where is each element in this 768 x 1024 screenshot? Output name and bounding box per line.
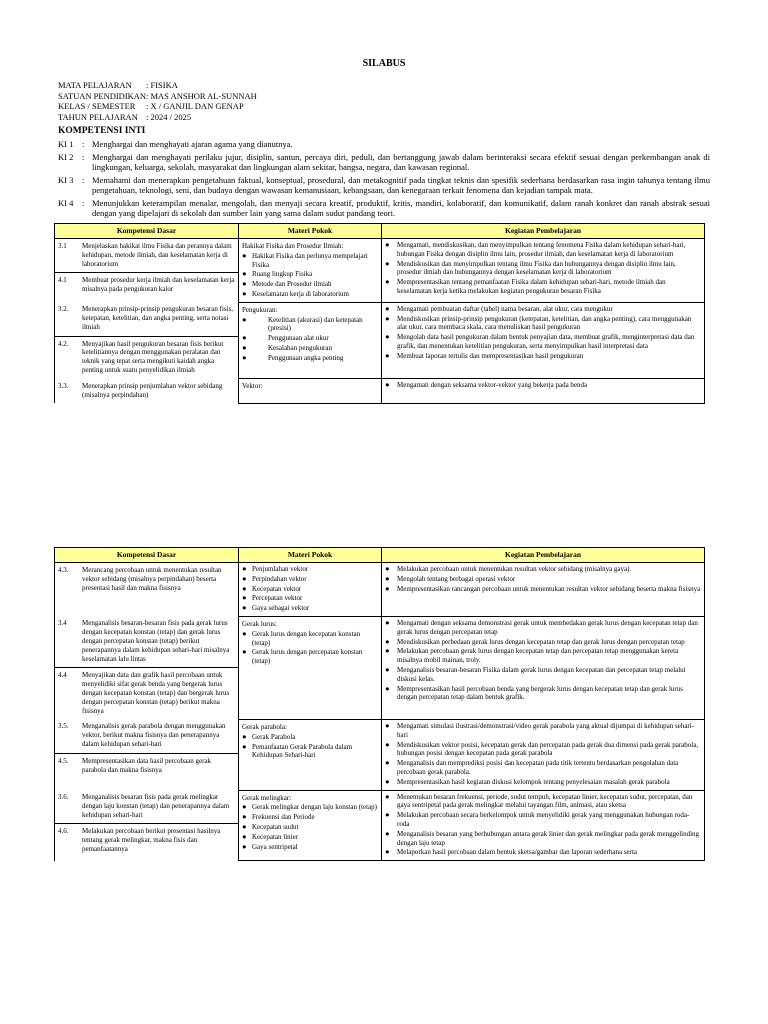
mp-title: Gerak melingkar:: [242, 793, 292, 802]
meta-school: SATUAN PENDIDIKAN: MAS ANSHOR AL-SUNNAH: [58, 90, 257, 101]
bullet-icon: ●: [242, 741, 247, 751]
kp-item: [385, 793, 701, 811]
kd-code: 3.6.: [58, 793, 69, 802]
kp-item-text: Menganalisis dan memprediksi posisi dan kecepatan pada titik tertentu berdasarkan pengolahan data percobaan gerak parabola.: [397, 759, 679, 776]
ki-item: KI 3 : Memahami dan menerapkan pengetahuan faktual, konseptual, prosedural, dan metakognitif pada tingkat teknis dan spesifik sederhana berdasarkan rasa ingin tahunya tentang ilmu pengetahuan, teknologi, seni, dan budaya dengan wawasan kemanusiaan, kebangsaan, dan kenegaraan terkait fenomena dan kejadian tampak mata.: [58, 174, 710, 195]
mp-cell: [239, 239, 382, 303]
kp-item-text: Menganalisis besaran yang berhubungan antara gerak linier dan gerak melingkar pada gerak menggelinding dengan laju tetap: [397, 829, 700, 847]
mp-item-text: Penggunaan alat ukur: [268, 334, 329, 343]
kd-code: 3.2.: [58, 305, 69, 314]
mp-item-text: Kecepatan sudut: [252, 822, 299, 831]
bullet-icon: ●: [385, 313, 390, 323]
bullet-icon: ●: [385, 683, 390, 693]
bullet-icon: ●: [385, 664, 390, 674]
bullet-icon: ●: [242, 279, 247, 289]
kp-cell: [382, 563, 705, 617]
kp-cell: [382, 239, 705, 303]
mp-item: [242, 743, 378, 761]
mp-title: Vektor:: [242, 382, 263, 391]
mp-item-text: Pemanfaatan Gerak Parabola dalam Kehidupan Sehari-hari: [252, 742, 353, 760]
kp-list: [385, 305, 701, 361]
bullet-icon: ●: [242, 250, 247, 260]
mp-item: [242, 252, 378, 270]
mp-item-text: Gerak lurus dengan percepatan konstan (tetap): [252, 648, 363, 666]
kp-list: [385, 722, 701, 787]
bullet-icon: ●: [242, 288, 247, 298]
bullet-icon: ●: [385, 739, 390, 749]
mp-cell: [239, 790, 382, 861]
mp-item-text: Metode dan Prosedur ilmiah: [252, 280, 332, 289]
bullet-icon: ●: [242, 333, 247, 343]
kp-item: [385, 241, 701, 259]
kp-cell: [382, 616, 705, 719]
mp-item: [242, 823, 378, 832]
kp-item-text: Mengamati, mendiskusikan, dan menyimpulkan tentang fenomena Fisika dalam kehidupan sehari-hari, hubungan Fisika dengan disiplin ilmu lain, prosedur ilmiah, dan keselamatan kerja di laboratorium: [397, 241, 686, 258]
header-kompetensi-dasar: Kompetensi Dasar: [55, 224, 239, 239]
bullet-icon: ●: [385, 583, 390, 593]
kd-text: Mempresentasikan data hasil percobaan gerak parabola dan makna fisisnya: [82, 756, 212, 774]
bullet-icon: ●: [385, 564, 390, 573]
bullet-icon: ●: [385, 646, 390, 656]
mp-item: [242, 344, 378, 353]
kd-text: Menyajikan hasil pengukuran besaran fisis berikut ketelitiannya dengan menggunakan peralatan dan teknik yang tepat serta mengikuti kaidah angka penting untuk suatu penyelidikan ilmiah: [82, 339, 224, 375]
bullet-icon: ●: [242, 593, 247, 603]
kp-item: [385, 778, 701, 787]
kp-item: [385, 638, 701, 647]
kp-item: [385, 333, 701, 351]
bullet-icon: ●: [242, 647, 247, 657]
kp-item-text: Mendiskusikan perbedaan gerak lurus dengan kecepatan tetap dan gerak lurus dengan percepatan tetap: [397, 637, 685, 646]
mp-item: [242, 334, 378, 343]
bullet-icon: ●: [385, 636, 390, 646]
kp-item: [385, 585, 701, 594]
ki-item: KI 4 : Menunjukkan keterampilan menalar, mengolah, dan menyaji secara kreatif, produktif, kritis, mandiri, kolaboratif, dan komunikatif, dalam ranah konkret dan ranah abstrak sesuai dengan yang dipelajari di sekolah dan sumber lain yang sama dalam sudut pandang teori.: [58, 197, 710, 218]
kd-text: Menganalisis besaran fisis pada gerak melingkar dengan laju konstan (tetap) dan penerapannya dalam kehidupan sehari-hari: [82, 793, 230, 819]
bullet-icon: ●: [385, 828, 390, 838]
kd-code: 3.3.: [58, 381, 69, 390]
kp-item-text: Melakukan percobaan gerak lurus dengan kecepatan tetap dan percepatan tetap menggunakan kereta misalnya mobil mainan, troly.: [397, 647, 679, 665]
header-kompetensi-dasar: Kompetensi Dasar: [55, 548, 239, 563]
mp-cell: [239, 302, 382, 379]
kp-cell: [382, 379, 705, 404]
kd-item: [55, 719, 238, 752]
bullet-icon: ●: [242, 802, 247, 812]
kp-item: [385, 741, 701, 759]
mp-item: [242, 648, 378, 666]
kp-item-text: Mengolah tentang berbagai operasi vektor: [397, 574, 516, 583]
header-kegiatan-pembelajaran: Kegiatan Pembelajaran: [382, 224, 705, 239]
bullet-icon: ●: [242, 352, 247, 362]
table-row: [55, 616, 705, 719]
bullet-icon: ●: [242, 821, 247, 831]
bullet-icon: ●: [242, 628, 247, 638]
kp-list: [385, 241, 701, 296]
mp-item: [242, 585, 378, 594]
mp-item-text: Frekuensi dan Periode: [252, 813, 315, 822]
kd-text: Menganalisis besaran-besaran fisis pada gerak lurus dengan kecepatan konstan (tetap) dan gerak lurus dengan percepatan konstan (tetap) berikut penerapannya dalam kehidupan sehari-hari misalnya keselamatan lalu lintas: [82, 619, 230, 663]
kp-item-text: Mengamati simulasi ilustrasi/demonstrasi/video gerak parabola yang aktual dijumpai di kehidupan sehari-hari: [397, 721, 695, 739]
kd-text: Menganalisis gerak parabola dengan menggunakan vektor, berikut makna fisisnya dan penerapannya dalam kehidupan sehari-hari: [82, 722, 226, 749]
mp-item: [242, 813, 378, 822]
kp-item: [385, 278, 701, 296]
table-row: [55, 719, 705, 790]
kp-item: [385, 260, 701, 278]
mp-item-text: Kesalahan pengukuran: [268, 343, 332, 352]
kd-cell: [55, 379, 239, 404]
mp-title: Gerak lurus:: [242, 619, 277, 628]
mp-item: [242, 280, 378, 289]
page-title: SILABUS: [362, 58, 406, 69]
mp-item-text: Penggunaan angka penting: [268, 353, 344, 362]
kp-item: [385, 352, 701, 361]
kd-code: 4.5.: [58, 756, 69, 765]
kd-cell: [55, 239, 239, 303]
kp-item-text: Mempresentasikan rancangan percobaan untuk menentukan resultan vektor sebidang beserta makna fisisnya: [397, 584, 701, 593]
kp-item-text: Mengolah data hasil pengukuran dalam bentuk penyajian data, membuat grafik, menginterpretasi data dan grafik, dan menentukan ketelitian pengukuran, serta menyimpulkan hasil interpretasi data: [397, 333, 695, 350]
mp-list: [242, 316, 378, 363]
kp-item: [385, 565, 701, 574]
kp-cell: [382, 719, 705, 790]
table-row: [55, 302, 705, 379]
mp-item: [242, 290, 378, 299]
mp-item: [242, 630, 378, 648]
kp-item: [385, 685, 701, 703]
bullet-icon: ●: [242, 583, 247, 593]
kp-item-text: Mengamati pembuatan daftar (tabel) nama besaran, alat ukur, cara mengukur: [397, 304, 613, 313]
kp-item: [385, 619, 701, 637]
mp-item-text: Penjumlahan vektor: [252, 565, 309, 573]
ki-list: [58, 139, 710, 221]
kd-cell: [55, 790, 239, 861]
bullet-icon: ●: [242, 564, 247, 573]
kp-item-text: Mempresentasikan hasil kegiatan diskusi kelompok tentang penyelesaian masalah gerak parabola: [397, 777, 670, 786]
mp-item-text: Gerak Parabola: [252, 732, 296, 741]
ki-heading: KOMPETENSI INTI: [58, 126, 146, 136]
kd-text: Merancang percobaan untuk menentukan resultan vektor sebidang (misalnya perpindahan) beserta presentasi hasil dan makna fisisnya: [82, 566, 222, 592]
kp-item-text: Mempresentasikan tentang pemanfaatan Fisika dalam kehidupan sehari-hari, metode ilmiah dan keselamatan kerja ketika melakukan kegiatan pengukuran besaran Fisika: [397, 278, 666, 295]
kp-list: [385, 565, 701, 593]
mp-list: [242, 252, 378, 299]
bullet-icon: ●: [385, 720, 390, 730]
bullet-icon: ●: [385, 758, 390, 768]
syllabus-table-1: [54, 223, 705, 404]
kp-item-text: Menganalisis besaran-besaran Fisika dalam gerak lurus dengan kecepatan dan percepatan tetap melalui diskusi kelas.: [397, 665, 686, 683]
bullet-icon: ●: [242, 314, 247, 324]
kd-cell: [55, 302, 239, 379]
kp-item-text: Membuat laporan tertulis dan mempresentasikan hasil pengukuran: [397, 351, 584, 360]
kp-item: [385, 811, 701, 829]
ki-item: KI 1 : Menghargai dan menghayati ajaran agama yang dianutnya.: [58, 139, 293, 149]
kd-item: [55, 379, 238, 404]
kd-item: [55, 753, 238, 779]
table-row: [55, 563, 705, 617]
bullet-icon: ●: [385, 277, 390, 287]
header-kegiatan-pembelajaran: Kegiatan Pembelajaran: [382, 548, 705, 563]
kp-item-text: Mendiskusikan dan menyimpulkan tentang ilmu Fisika dan hubungannya dengan disiplin ilmu lain, prosedur ilmiah dan hubungannya dengan keselamatan kerja di laboratorium: [397, 259, 676, 277]
bullet-icon: ●: [242, 831, 247, 841]
ki-item: KI 2 : Menghargai dan menghayati perilaku jujur, disiplin, santun, percaya diri, peduli, dan bertanggung jawab dalam berinteraksi secara efektif sesuai dengan perkembangan anak di lingkungan, keluarga, sekolah, masyarakat dan lingkungan alam sekitar, bangsa, negara, dan kawasan regional.: [58, 151, 710, 172]
mp-item-text: Kecepatan linier: [252, 832, 299, 841]
kd-item: [55, 336, 238, 379]
mp-item: [242, 604, 378, 613]
mp-list: [242, 565, 378, 613]
mp-item: [242, 316, 378, 334]
mp-title: Gerak parabola:: [242, 722, 287, 731]
bullet-icon: ●: [385, 380, 390, 390]
kd-text: Menjelaskan hakikat ilmu Fisika dan perannya dalam kehidupan, metode ilmiah, dan keselamatan kerja di laboratorium: [82, 242, 232, 268]
kd-code: 4.1: [58, 276, 67, 285]
kd-code: 3.4: [58, 619, 67, 628]
bullet-icon: ●: [242, 269, 247, 279]
kp-item-text: Mendiskusikan prinsip-prinsip pengukuran (ketepatan, ketelitian, dan angka penting), cara menggunakan alat ukur, cara membaca skala, cara menuliskan hasil pengukuran: [397, 314, 692, 332]
kp-cell: [382, 302, 705, 379]
bullet-icon: ●: [242, 812, 247, 822]
document-meta: [58, 80, 257, 122]
mp-item-text: Gaya sentripetal: [252, 842, 298, 851]
kp-item: [385, 759, 701, 777]
mp-item: [242, 575, 378, 584]
mp-item-text: Perpindahan vektor: [252, 574, 307, 583]
kp-item: [385, 647, 701, 665]
bullet-icon: ●: [385, 350, 390, 360]
kp-item-text: Mendiskusikan vektor posisi, kecepatan gerak dan percepatan pada gerak dua dimensi pada gerak parabola, hubungan posisi dengan kecepatan pada gerak parabola: [397, 740, 699, 758]
kp-item: [385, 575, 701, 584]
meta-year: TAHUN PELAJARAN : 2024 / 2025: [58, 111, 192, 122]
mp-item-text: Ketelitian (akurasi) dan ketepatan (presisi): [268, 315, 363, 333]
mp-list: [242, 803, 378, 851]
mp-cell: [239, 719, 382, 790]
kp-item: [385, 666, 701, 684]
kd-item: [55, 790, 238, 823]
kp-list: [385, 619, 701, 702]
bullet-icon: ●: [385, 258, 390, 268]
mp-item-text: Ruang lingkup Fisika: [252, 270, 313, 279]
kp-list: [385, 381, 701, 390]
kd-text: Melakukan percobaan berikut presentasi hasilnya tentang gerak melingkar, makna fisis dan pemanfaatannya: [82, 827, 221, 854]
kd-text: Menerapkan prinsip-prinsip pengukuran besaran fisis, ketepatan, ketelitian, dan angka penting, serta notasi ilmiah: [82, 305, 234, 331]
bullet-icon: ●: [242, 342, 247, 352]
kd-code: 4.3.: [58, 566, 69, 574]
mp-title: Hakikat Fisika dan Prosedur Ilmiah:: [242, 242, 344, 250]
mp-item: [242, 843, 378, 852]
table-row: [55, 379, 705, 404]
mp-item: [242, 733, 378, 742]
header-materi-pokok: Materi Pokok: [239, 224, 382, 239]
mp-item: [242, 354, 378, 363]
bullet-icon: ●: [385, 617, 390, 627]
header-materi-pokok: Materi Pokok: [239, 548, 382, 563]
mp-title: Pengukuran:: [242, 305, 278, 314]
kd-code: 3.5.: [58, 722, 69, 731]
meta-class: KELAS / SEMESTER : X / GANJIL DAN GENAP: [58, 101, 244, 111]
kd-item: [55, 616, 238, 667]
mp-cell: [239, 379, 382, 404]
bullet-icon: ●: [385, 303, 390, 313]
mp-item-text: Gerak lurus dengan kecepatan konstan (tetap): [252, 629, 361, 647]
bullet-icon: ●: [385, 240, 390, 249]
mp-item-text: Kecepatan vektor: [252, 584, 302, 593]
kp-item: [385, 381, 701, 390]
kp-item-text: Menemukan besaran frekuensi, periode, sudut tempuh, kecepatan linier, kecepatan sudut, percepatan, dan gaya sentripetal pada gerak melingkar melalui tayangan film, animasi, atau sketsa: [397, 792, 693, 810]
kd-cell: [55, 616, 239, 719]
kp-item: [385, 830, 701, 848]
bullet-icon: ●: [242, 841, 247, 851]
kd-cell: [55, 719, 239, 790]
mp-list: [242, 733, 378, 760]
table-row: [55, 790, 705, 861]
kp-item: [385, 722, 701, 740]
kp-item-text: Melakukan percobaan untuk menentukan resultan vektor sebidang (misalnya gaya).: [397, 565, 632, 573]
bullet-icon: ●: [385, 847, 390, 857]
bullet-icon: ●: [385, 810, 390, 820]
mp-item: [242, 594, 378, 603]
kp-cell: [382, 790, 705, 861]
mp-item-text: Percepatan vektor: [252, 594, 303, 603]
kd-code: 4.2.: [58, 339, 69, 348]
kd-item: [55, 563, 238, 596]
kd-text: Membuat prosedur kerja ilmiah dan keselamatan kerja misalnya pada pengukuran kalor: [82, 276, 235, 294]
kd-item: [55, 272, 238, 298]
mp-item: [242, 270, 378, 279]
bullet-icon: ●: [385, 573, 390, 583]
mp-cell: [239, 616, 382, 719]
mp-item-text: Hakikat Fisika dan perlunya mempelajari Fisika: [252, 251, 368, 269]
bullet-icon: ●: [385, 332, 390, 342]
bullet-icon: ●: [385, 791, 390, 801]
bullet-icon: ●: [242, 731, 247, 741]
syllabus-table-2: [54, 547, 705, 861]
mp-item: [242, 803, 378, 812]
kp-item-text: Mengamati dengan seksama vektor-vektor yang bekerja pada benda: [397, 381, 588, 390]
mp-item-text: Gaya sebagai vektor: [252, 604, 310, 613]
kp-item-text: Mengamati dengan seksama demonstrasi gerak untuk membedakan gerak lurus dengan kecepatan tetap dan gerak lurus dengan percepatan tetap: [397, 618, 698, 636]
kp-item-text: Mempresentasikan hasil percobaan benda yang bergerak lurus dengan kecepatan tetap dan gerak lurus dengan percepatan tetap dalam bentuk grafik.: [397, 684, 683, 702]
kd-code: 3.1: [58, 242, 67, 250]
kp-item: [385, 305, 701, 314]
bullet-icon: ●: [242, 603, 247, 613]
kd-code: 4.6.: [58, 827, 69, 836]
table-row: [55, 239, 705, 303]
kd-item: [55, 239, 238, 272]
mp-item-text: Keselamatan kerja di laboratorium: [252, 289, 349, 298]
kd-cell: [55, 563, 239, 617]
kp-item-text: Melakukan percobaan secara berkelompok untuk menyelidiki gerak yang menggunakan hubungan roda-roda: [397, 811, 690, 828]
kd-text: Menyajikan data dan grafik hasil percobaan untuk menyelidiki sifat gerak benda yang bergerak lurus dengan kecepatan konstan (tetap) dan bergerak lurus dengan percepatan konstan (tetap) berikut makna fisisnya: [82, 671, 230, 715]
meta-subject: MATA PELAJARAN : FISIKA: [58, 80, 178, 90]
bullet-icon: ●: [385, 776, 390, 786]
kd-text: Menerapkan prinsip penjumlahan vektor sebidang (misalnya perpindahan): [82, 381, 223, 399]
mp-item-text: Gerak melingkar dengan laju konstan (tetap): [252, 803, 377, 812]
kd-code: 4.4: [58, 671, 67, 680]
mp-cell: [239, 563, 382, 617]
kp-item: [385, 315, 701, 333]
kd-item: [55, 302, 238, 335]
bullet-icon: ●: [242, 573, 247, 583]
mp-list: [242, 630, 378, 666]
kd-item: [55, 667, 238, 719]
mp-item: [242, 565, 378, 574]
kd-item: [55, 823, 238, 857]
kp-item-text: Melaporkan hasil percobaan dalam bentuk sketsa/gambar dan laporan sederhana serta: [397, 848, 638, 857]
kp-item: [385, 848, 701, 857]
kp-list: [385, 793, 701, 858]
mp-item: [242, 833, 378, 842]
